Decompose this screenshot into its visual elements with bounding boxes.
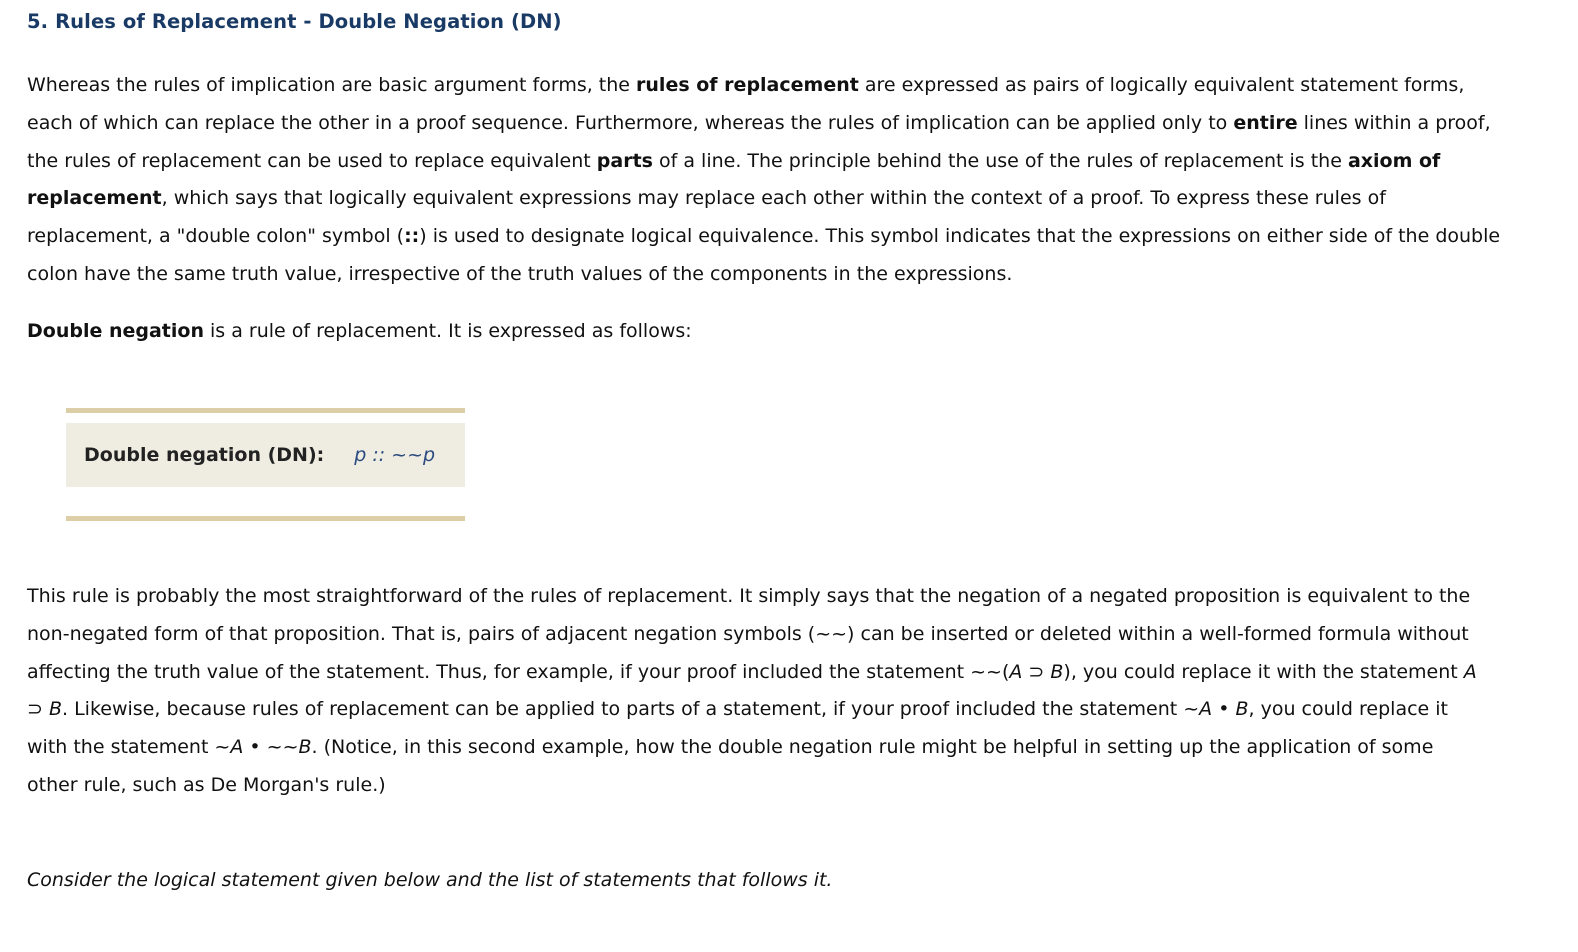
page-title: 5. Rules of Replacement - Double Negation (DN) — [27, 10, 562, 33]
explanation-text-4: • — [1212, 698, 1236, 721]
term-axiom-of-replacement: axiom of replacement — [27, 149, 1441, 210]
rule-box-top-border — [66, 408, 465, 413]
explanation-text-2: ), you could replace it with the statement — [1063, 660, 1464, 683]
explanation-paragraph — [27, 578, 1477, 805]
intro-text-6: ) is used to designate logical equivalence. This symbol indicates that the expressions on either side of the double colon have the same truth value, irrespective of the truth values of the components in the expressions. — [27, 225, 1501, 285]
term-rules-of-replacement: rules of replacement — [636, 74, 859, 96]
dn-intro-text: is a rule of replacement. It is expressed as follows: — [203, 320, 692, 342]
rule-formula: p :: ~~p — [354, 444, 436, 466]
explanation-text-7: . (Notice, in this second example, how the double negation rule might be helpful in setting up the application of some other rule, such as De Morgan's rule.) — [27, 736, 1434, 796]
double-colon-symbol: :: — [404, 225, 420, 248]
explanation-text-3: . Likewise, because rules of replacement can be applied to parts of a statement, if your proof included the statement ~ — [62, 698, 1200, 721]
term-parts: parts — [596, 149, 653, 172]
math-b-2: B — [298, 736, 312, 759]
dn-intro-paragraph — [27, 313, 1507, 351]
rule-name: Double negation (DN): — [84, 444, 325, 466]
intro-text-4: of a line. The principle behind the use of the rules of replacement is the — [652, 149, 1348, 172]
math-a-implies-b-2: A ⊃ B — [27, 660, 1477, 721]
explanation-text-1: This rule is probably the most straightforward of the rules of replacement. It simply says that the negation of a negated proposition is equivalent to the non-negated form of that proposition. That is, pairs of adjacent negation symbols (~~) can be inserted or deleted within a well-formed formula without affecting the truth value of the statement. Thus, for example, if your proof included the statement ~~( — [27, 585, 1471, 683]
intro-text-3: lines within a proof, the rules of replacement can be used to replace equivalent — [27, 111, 1491, 172]
intro-text-2: are expressed as pairs of logically equivalent statement forms, each of which can replace the other in a proof sequence. Furthermore, whereas the rules of implication can be applied only to — [27, 74, 1465, 134]
term-double-negation: Double negation — [27, 320, 204, 342]
intro-text-5: , which says that logically equivalent expressions may replace each other within the context of a proof. To express these rules of replacement, a "double colon" symbol ( — [27, 187, 1386, 248]
math-a-2: A — [230, 736, 244, 759]
term-entire: entire — [1233, 111, 1298, 134]
math-b: B — [1235, 698, 1249, 721]
rule-box-bottom-border — [66, 516, 465, 521]
explanation-text-5: , you could replace it with the statement ~ — [27, 698, 1449, 759]
intro-text-1: Whereas the rules of implication are basic argument forms, the — [27, 74, 637, 96]
rule-box — [66, 423, 465, 487]
intro-paragraph — [27, 67, 1507, 294]
math-a: A — [1199, 698, 1213, 721]
explanation-text-6: • ~~ — [243, 736, 299, 759]
math-a-implies-b: A ⊃ B — [1009, 660, 1064, 683]
instruction-text: Consider the logical statement given below and the list of statements that follows it. — [27, 869, 833, 891]
